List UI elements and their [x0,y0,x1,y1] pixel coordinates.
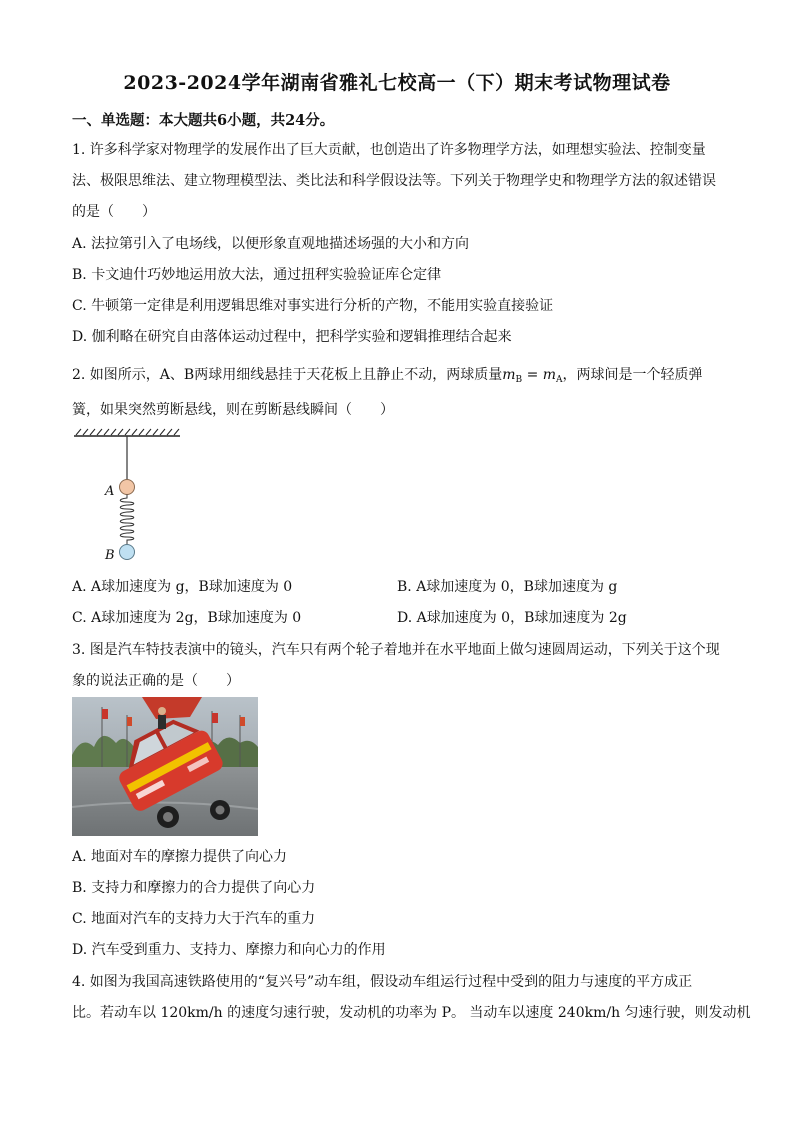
q2-spring-figure [72,428,187,568]
q3-option-d: D. 汽车受到重力、支持力、摩擦力和向心力的作用 [72,942,386,958]
label-a: A [105,484,115,499]
q1-option-b: B. 卡文迪什巧妙地运用放大法，通过扭秤实验验证库仑定律 [72,267,442,283]
q2-option-a: A. A球加速度为 g，B球加速度为 0 [72,579,293,595]
q1-stem-line1: 1. 许多科学家对物理学的发展作出了巨大贡献，也创造出了许多物理学方法，如理想实验法、控制变量 [72,142,706,158]
q2-mass-formula: $m_B = m_A$ [502,367,563,385]
stunt-car-photo [72,697,258,836]
ceiling-hatch [76,429,179,435]
q3-option-c: C. 地面对汽车的支持力大于汽车的重力 [72,911,316,927]
q2-option-d: D. A球加速度为 0，B球加速度为 2g [397,610,627,626]
q1-option-c: C. 牛顿第一定律是利用逻辑思维对事实进行分析的产物，不能用实验直接验证 [72,298,554,314]
q2-stem-line1 [72,366,703,389]
q4-stem-line2: 比。若动车以 120km/h 的速度匀速行驶，发动机的功率为 P。 当动车以速度 240km/h 匀速行驶，则发动机 [72,1005,751,1021]
q2-option-c: C. A球加速度为 2g，B球加速度为 0 [72,610,302,626]
spring [120,495,134,546]
q1-stem-line3: 的是（ ） [72,204,156,220]
q3-option-b: B. 支持力和摩擦力的合力提供了向心力 [72,880,316,896]
q2-stem-line2: 簧，如果突然剪断悬线，则在剪断悬线瞬间（ ） [72,402,394,418]
label-b: B [105,548,115,563]
ball-a [120,480,135,495]
q1-option-a: A. 法拉第引入了电场线，以便形象直观地描述场强的大小和方向 [72,236,470,252]
q4-stem-line1: 4. 如图为我国高速铁路使用的“复兴号”动车组，假设动车组运行过程中受到的阻力与速度的平方成正 [72,974,693,990]
q3-stem-line1: 3. 图是汽车特技表演中的镜头，汽车只有两个轮子着地并在水平地面上做匀速圆周运动，下列关于这个现 [72,642,720,658]
q3-stem-line2: 象的说法正确的是（ ） [72,673,240,689]
page-title: 2023-2024学年湖南省雅礼七校高一（下）期末考试物理试卷 [123,72,671,94]
q2-stem-text-b: ，两球间是一个轻质弹 [562,367,703,383]
q2-option-b: B. A球加速度为 0，B球加速度为 g [397,579,618,595]
q2-stem-text-a: 2. 如图所示，A、B两球用细线悬挂于天花板上且静止不动，两球质量 [72,367,503,383]
ball-b [120,545,135,560]
section-heading: 一、单选题：本大题共6小题，共24分。 [72,112,335,129]
q1-stem-line2: 法、极限思维法、建立物理模型法、类比法和科学假设法等。下列关于物理学史和物理学方法的叙述错误 [72,173,716,189]
q3-option-a: A. 地面对车的摩擦力提供了向心力 [72,849,288,865]
q1-option-d: D. 伽利略在研究自由落体运动过程中，把科学实验和逻辑推理结合起来 [72,329,512,345]
